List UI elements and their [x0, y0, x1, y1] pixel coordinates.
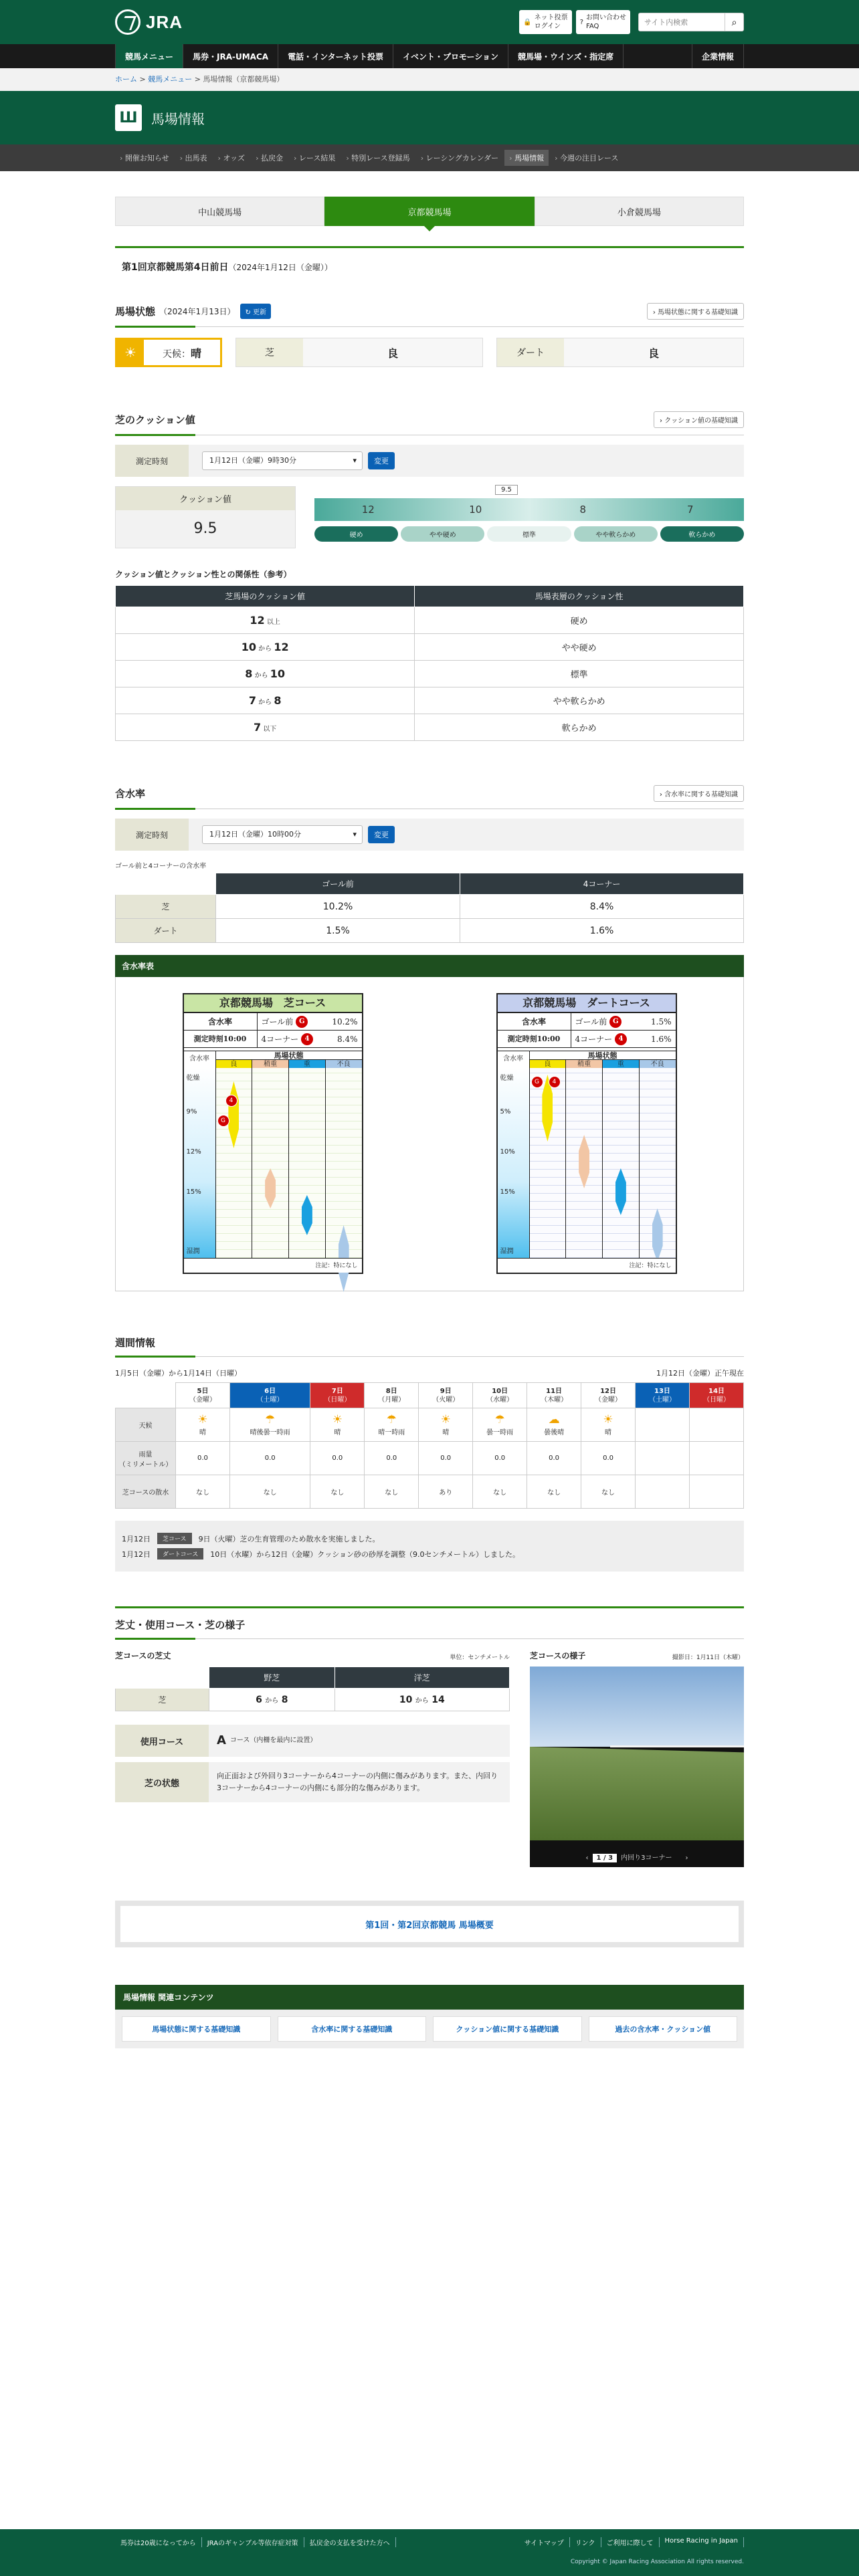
chart-note: 注記：特になし: [498, 1258, 676, 1273]
baba-heading: 馬場状態 （2024年1月13日） ↻ 更新 › 馬場状態に関する基礎知識: [115, 294, 744, 327]
footer-link[interactable]: JRAのギャンブル等依存症対策: [202, 2537, 304, 2547]
cushion-heading: 芝のクッション値 › クッション値の基礎知識: [115, 402, 744, 435]
moisture-change-button[interactable]: 変更: [368, 826, 395, 843]
cushion-knowledge-button[interactable]: › クッション値の基礎知識: [654, 411, 744, 428]
cushion-display: [115, 486, 744, 548]
y-tick: 12%: [186, 1148, 201, 1156]
cushion-table-caption: クッション値とクッション性との関係性（参考）: [115, 570, 292, 579]
scale-labels: [314, 526, 744, 542]
corner-marker-icon: 4: [301, 1033, 313, 1045]
refresh-icon: ↻: [245, 309, 254, 316]
scale-tick: 8: [579, 504, 587, 516]
moisture-time-row: 測定時刻 1月12日（金曜）10時00分 ▾ 変更: [115, 819, 744, 851]
turf-condition: 芝 良: [235, 338, 483, 367]
corner-marker-icon: 4: [549, 1076, 561, 1088]
local-nav-item[interactable]: › オッズ: [213, 150, 250, 166]
table-row: 10 から 12 やや硬め: [116, 634, 744, 661]
gnav-item[interactable]: 競馬メニュー: [115, 44, 183, 68]
scale-label: やや軟らかめ: [574, 526, 658, 542]
moisture-time-select[interactable]: 1月12日（金曜）10時00分 ▾: [202, 825, 363, 844]
day-header: 9日 （火曜）: [419, 1383, 473, 1408]
weather-icon: ☂: [494, 1413, 505, 1426]
range-marker: [265, 1168, 276, 1208]
note-item: 1月12日 ダートコース 10日（水曜）から12日（金曜）クッション砂の砂厚を調整（9.0センチメートル）しました。: [122, 1548, 737, 1560]
gnav-item[interactable]: イベント・プロモーション: [393, 44, 508, 68]
turf-heading: 芝丈・使用コース・芝の様子: [115, 1608, 744, 1639]
status-column-label: 不良: [326, 1060, 362, 1069]
site-header: [0, 0, 859, 44]
weather-icon: ☂: [386, 1413, 397, 1426]
footer-link[interactable]: 馬券は20歳になってから: [115, 2537, 202, 2547]
goal-marker-icon: G: [531, 1076, 543, 1088]
cushion-change-button[interactable]: 変更: [368, 452, 395, 469]
scale-label: 標準: [487, 526, 571, 542]
status-column-label: 不良: [640, 1060, 676, 1069]
weather-icon: ☁: [548, 1413, 560, 1426]
site-search: [638, 13, 744, 31]
moisture-heading: 含水率 › 含水率に関する基礎知識: [115, 776, 744, 809]
login-button[interactable]: 🔒 ネット投票 ログイン: [519, 10, 571, 34]
breadcrumb-menu[interactable]: 競馬メニュー: [148, 75, 193, 84]
corner-marker-icon: 4: [225, 1095, 237, 1107]
search-button[interactable]: [725, 13, 744, 31]
day-header: 13日 （土曜）: [636, 1383, 690, 1408]
site-footer: [0, 2529, 859, 2576]
table-row: 芝コースの散水 なし なし なし なし あり なし なし なし: [116, 1475, 744, 1509]
condition-row: [115, 338, 744, 367]
search-icon: ⌕: [731, 16, 737, 27]
title-bar: [0, 91, 859, 144]
cushion-value-box: クッション値 9.5: [115, 486, 296, 548]
scale-tick: 7: [686, 504, 694, 516]
copyright: Copyright © Japan Racing Association All rights reserved.: [570, 2559, 744, 2565]
moisture-knowledge-button[interactable]: › 含水率に関する基礎知識: [654, 785, 744, 802]
status-column-label: 重: [603, 1060, 640, 1069]
local-nav-item[interactable]: › 出馬表: [175, 150, 212, 166]
dirt-condition: ダート 良: [496, 338, 744, 367]
prev-arrow-icon[interactable]: ‹: [585, 1854, 589, 1862]
turf-condition-row: 芝の状態 向正面および外回り3コーナーから4コーナーの内側に傷みがあります。また、内回り3コーナーから4コーナーの内側にも部分的な傷みがあります。: [115, 1762, 510, 1802]
chart-note: 注記：特になし: [184, 1258, 362, 1273]
day-header: 10日 （水曜）: [473, 1383, 527, 1408]
footer-link[interactable]: 払戻金の支払を受けた方へ: [304, 2537, 396, 2547]
weekly-heading: 週間情報: [115, 1326, 744, 1357]
breadcrumb-current: 馬場情報（京都競馬場）: [203, 75, 284, 84]
weather-icon: ☂: [265, 1413, 276, 1426]
moisture-chart-bar: 含水率表: [115, 955, 744, 977]
scale-tick: 10: [469, 504, 482, 516]
local-nav-item[interactable]: › 払戻金: [251, 150, 288, 166]
weather-box: ☀ 天候：晴: [115, 338, 222, 367]
corner-marker-icon: 4: [615, 1033, 627, 1045]
table-row: 天候 ☀ 晴 ☂ 晴後曇一時雨 ☀ 晴 ☂ 晴一時雨 ☀ 晴 ☂ 曇一時雨 ☁ 曇後晴 ☀ 晴: [116, 1408, 744, 1442]
gnav-item[interactable]: 競馬場・ウインズ・指定席: [508, 44, 624, 68]
cushion-time-select[interactable]: 1月12日（金曜）9時30分 ▾: [202, 451, 363, 470]
table-row: 7 以下 軟らかめ: [116, 714, 744, 741]
y-tick: 15%: [186, 1188, 201, 1196]
venue-tabs: [115, 197, 744, 226]
course-row: 使用コース A コース（内柵を最内に設置）: [115, 1725, 510, 1757]
table-row: 8 から 10 標準: [116, 661, 744, 687]
gnav-item[interactable]: 電話・インターネット投票: [278, 44, 393, 68]
status-column-label: 稍重: [566, 1060, 603, 1069]
cushion-table: 芝馬場のクッション値 馬場表層のクッション性 12 以上 硬め 10 から 12 やや硬め 8 から 10 標準 7 から 8 やや軟らかめ 7 以下 軟らかめ: [115, 585, 744, 741]
day-header: 12日 （金曜）: [581, 1383, 636, 1408]
local-nav-item[interactable]: › レーシングカレンダー: [416, 150, 503, 166]
related-link[interactable]: クッション値に関する基礎知識: [433, 2016, 582, 2042]
cushion-scale: [314, 486, 744, 548]
table-row: 芝 10.2% 8.4%: [116, 895, 744, 919]
y-tick: 9%: [186, 1108, 197, 1115]
table-row: 7 から 8 やや軟らかめ: [116, 687, 744, 714]
y-tick: 10%: [500, 1148, 515, 1156]
sun-icon: ☀: [117, 340, 144, 365]
local-nav: [0, 144, 859, 171]
goal-marker-icon: G: [217, 1115, 229, 1127]
gnav-item[interactable]: 企業情報: [692, 44, 744, 68]
cushion-time-row: 測定時刻 1月12日（金曜）9時30分 ▾ 変更: [115, 445, 744, 477]
scale-label: 硬め: [314, 526, 398, 542]
turf-icon: Ш: [115, 104, 142, 131]
related-link[interactable]: 馬場状態に関する基礎知識: [122, 2016, 271, 2042]
scale-label: やや硬め: [401, 526, 484, 542]
footer-link[interactable]: リンク: [570, 2537, 601, 2547]
turf-photo[interactable]: [530, 1667, 744, 1867]
range-marker: [579, 1135, 589, 1188]
breadcrumb: ホーム > 競馬メニュー > 馬場情報（京都競馬場）: [0, 68, 859, 91]
page-title: 馬場情報: [151, 110, 205, 127]
y-tick: 15%: [500, 1188, 515, 1196]
scale-label: 軟らかめ: [660, 526, 744, 542]
day-header: 6日 （土曜）: [229, 1383, 310, 1408]
chart-title: 京都競馬場 ダートコース: [498, 994, 676, 1013]
global-nav: [0, 44, 859, 68]
y-tick: 5%: [500, 1108, 511, 1115]
status-column-label: 良: [530, 1060, 567, 1069]
cushion-scale-bar: [314, 498, 744, 521]
weekly-period: 1月5日（金曜）から1月14日（日曜） 1月12日（金曜）正午現在: [115, 1369, 744, 1378]
related-link[interactable]: 含水率に関する基礎知識: [278, 2016, 427, 2042]
photo-caption: 芝コースの様子 撮影日：1月11日（木曜）: [530, 1651, 744, 1661]
jra-logo-mark-icon: [115, 9, 140, 35]
footer-link[interactable]: サイトマップ: [519, 2537, 570, 2547]
venue-tab[interactable]: 京都競馬場: [324, 197, 534, 226]
summary-link[interactable]: 第1回・第2回京都競馬 馬場概要: [115, 1901, 744, 1947]
scale-tick: 12: [361, 504, 375, 516]
local-nav-item[interactable]: › 開催お知らせ: [115, 150, 174, 166]
search-input[interactable]: [638, 13, 725, 31]
day-header: 11日 （木曜）: [527, 1383, 581, 1408]
goal-marker-icon: G: [296, 1016, 308, 1028]
table-row: 雨量 （ミリメートル） 0.0 0.0 0.0 0.0 0.0 0.0 0.0 0.0: [116, 1442, 744, 1475]
status-column-label: 良: [216, 1060, 253, 1069]
question-icon: ?: [579, 18, 583, 26]
status-column-label: 重: [289, 1060, 326, 1069]
table-row: 12 以上 硬め: [116, 607, 744, 634]
local-nav-item[interactable]: › 今週の注目レース: [550, 150, 623, 166]
day-header: 7日 （日曜）: [310, 1383, 365, 1408]
update-button[interactable]: ↻ 更新: [240, 304, 271, 319]
table-row: 芝 6 から 8 10 から 14: [116, 1689, 510, 1711]
dirt-moisture-chart: 京都競馬場 ダートコース 含水率 ゴール前 G 1.5% 測定時刻10:00 4コーナー 4 1.6% 含水率 馬場状態 良 稍重 重 不良 乾燥 5% 10% 15% 湿潤 G 4 注記：特になし: [496, 993, 677, 1274]
weather-icon: ☀: [197, 1413, 208, 1426]
chart-title: 京都競馬場 芝コース: [184, 994, 362, 1013]
cushion-value: 9.5: [116, 510, 295, 548]
related-link[interactable]: 過去の含水率・クッション値: [589, 2016, 738, 2042]
jra-logo[interactable]: JRA: [115, 9, 183, 35]
note-item: 1月12日 芝コース 9日（火曜）芝の生育管理のため散水を実施しました。: [122, 1533, 737, 1544]
day-header: 8日 （月曜）: [365, 1383, 419, 1408]
range-marker: [652, 1208, 663, 1262]
local-nav-item[interactable]: › レース結果: [289, 150, 340, 166]
moisture-caption: ゴール前と4コーナーの含水率: [115, 863, 207, 870]
weather-icon: ☀: [603, 1413, 613, 1426]
turf-moisture-chart: 京都競馬場 芝コース 含水率 ゴール前 G 10.2% 測定時刻10:00 4コーナー 4 8.4% 含水率 馬場状態 良 稍重 重 不良 乾燥 9% 12% 15% 湿潤 G 4 注記：特になし: [183, 993, 363, 1274]
local-nav-item[interactable]: › 馬場情報: [504, 150, 549, 166]
weekly-notes: [115, 1521, 744, 1572]
table-row: ダート 1.5% 1.6%: [116, 919, 744, 943]
cushion-pointer: 9.5: [495, 485, 518, 495]
range-marker: [615, 1168, 626, 1215]
footer-link[interactable]: ご利用に際して: [601, 2537, 660, 2547]
weather-icon: ☀: [440, 1413, 451, 1426]
venue-tab[interactable]: 小倉競馬場: [535, 197, 744, 226]
weekly-table: [115, 1382, 744, 1509]
day-header: 14日 （日曜）: [689, 1383, 743, 1408]
gnav-item[interactable]: 馬券・JRA-UMACA: [183, 44, 278, 68]
next-arrow-icon[interactable]: ›: [685, 1854, 688, 1862]
baba-knowledge-button[interactable]: › 馬場状態に関する基礎知識: [647, 303, 744, 320]
faq-button[interactable]: ? お問い合わせ FAQ: [576, 10, 630, 34]
moisture-table: ゴール前 4コーナー 芝 10.2% 8.4% ダート 1.5% 1.6%: [115, 873, 744, 943]
range-marker: [228, 1081, 239, 1148]
lock-icon: 🔒: [523, 18, 532, 26]
goal-marker-icon: G: [609, 1016, 622, 1028]
venue-tab[interactable]: 中山競馬場: [115, 197, 324, 226]
status-column-label: 稍重: [252, 1060, 289, 1069]
related-contents: 馬場情報 関連コンテンツ 馬場状態に関する基礎知識 含水率に関する基礎知識 クッション値に関する基礎知識 過去の含水率・クッション値: [115, 1985, 744, 2048]
weather-icon: ☀: [332, 1413, 343, 1426]
race-day-title: 第1回京都競馬第4日前日（2024年1月12日（金曜））: [122, 262, 332, 273]
day-header: 5日 （金曜）: [176, 1383, 230, 1408]
moisture-charts: [115, 977, 744, 1291]
turf-height-caption: 芝コースの芝丈 単位：センチメートル: [115, 1651, 510, 1661]
breadcrumb-home[interactable]: ホーム: [115, 75, 137, 84]
photo-pager: ‹ 1 / 3 内回り3コーナー ›: [585, 1854, 688, 1862]
turf-height-table: 野芝 洋芝 芝 6 から 8 10 から 14: [115, 1667, 510, 1711]
range-marker: [302, 1195, 312, 1235]
local-nav-item[interactable]: › 特別レース登録馬: [341, 150, 414, 166]
footer-link[interactable]: Horse Racing in Japan: [660, 2537, 744, 2547]
